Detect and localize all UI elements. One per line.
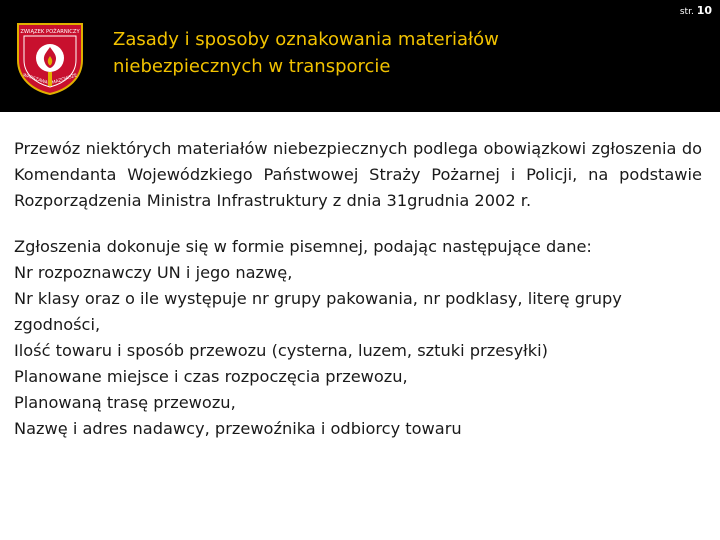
logo-top-text: ZWIĄZEK POŻARNICZY: [20, 29, 80, 35]
title-line-1: Zasady i sposoby oznakowania materiałów: [113, 29, 499, 50]
page-number: [680, 4, 712, 17]
paragraph-legal-basis: Przewóz niektórych materiałów niebezpiecznych podlega obowiązkowi zgłoszenia do Komendanta Wojewódzkiego Państwowej Straży Pożarnej i Policji, na podstawie Rozporządzenia Ministra Infrastruktury z dnia 31grudnia 2002 r.: [14, 139, 702, 210]
page-title: [113, 26, 673, 80]
required-data-section: [14, 234, 702, 442]
logo-bottom-right-text: MAZOWSZE: [51, 73, 79, 86]
title-line-2: niebezpiecznych w transporcie: [113, 56, 391, 77]
list-item: Nr rozpoznawczy UN i jego nazwę,: [14, 263, 293, 282]
page-label: str.: [679, 7, 694, 17]
logo-bottom-left-text: WARSZAWA: [22, 73, 49, 86]
list-item: Nazwę i adres nadawcy, przewoźnika i odbiorcy towaru: [14, 419, 462, 438]
page-number-value: 10: [696, 4, 712, 17]
list-item: Ilość towaru i sposób przewozu (cysterna, luzem, sztuki przesyłki): [14, 341, 548, 360]
header-bar: [0, 0, 720, 112]
list-item: Planowaną trasę przewozu,: [14, 393, 236, 412]
slide-content: [14, 136, 702, 442]
fire-brigade-emblem-icon: [14, 20, 86, 96]
list-item: Planowane miejsce i czas rozpoczęcia przewozu,: [14, 367, 408, 386]
section-intro: Zgłoszenia dokonuje się w formie pisemnej, podając następujące dane:: [14, 237, 592, 256]
list-item: Nr klasy oraz o ile występuje nr grupy pakowania, nr podklasy, literę grupy zgodności,: [14, 289, 622, 334]
